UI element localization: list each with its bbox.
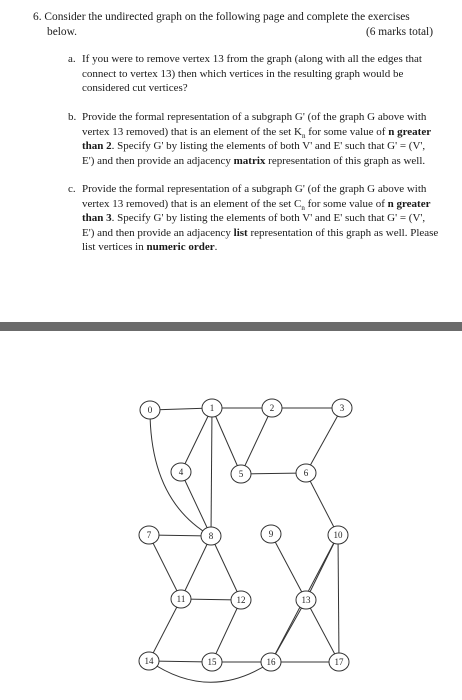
vertex-label: 6 [303,468,309,478]
question-intro-line1: Consider the undirected graph on the following page and complete the exercises [44,11,410,23]
vertex-label: 7 [146,530,152,540]
exercise-document [0,0,462,318]
edge-8-12 [211,536,241,600]
edge-8-11 [181,536,211,599]
edge-7-11 [149,535,181,599]
vertex-5 [231,465,251,483]
part-text: If you were to remove vertex 13 from the graph (along with all the edges that connect to vertex 13) then which vertices in the resulting graph would be considered cut vertices? [82,53,422,94]
vertex-9 [261,525,281,543]
vertex-10 [328,526,348,544]
edge-9-13 [271,534,306,600]
vertex-1 [202,399,222,417]
vertex-12 [231,591,251,609]
edge-2-5 [241,408,272,474]
question-intro-line2: below. [47,26,77,38]
vertex-label: 5 [238,469,244,479]
marks-total: (6 marks total) [365,26,433,38]
vertex-7 [139,526,159,544]
edge-11-14 [149,599,181,661]
page-break-divider [0,322,462,331]
part-label: c. [68,183,76,195]
edge-10-17 [338,535,339,662]
graph-edges [146,408,342,682]
edge-1-5 [212,408,241,474]
vertex-16 [261,653,281,671]
vertex-label: 17 [334,657,344,667]
part-c [68,182,440,255]
edge-1-4 [181,408,212,472]
vertex-label: 16 [266,657,276,667]
vertex-label: 12 [236,595,246,605]
vertex-15 [202,653,222,671]
edge-13-16 [271,600,306,662]
vertex-label: 3 [339,403,345,413]
vertex-label: 11 [176,594,186,604]
vertex-label: 9 [268,529,274,539]
vertex-label: 2 [269,403,275,413]
question-header [33,10,433,40]
undirected-graph [0,331,462,700]
vertex-label: 8 [208,531,214,541]
vertex-label: 13 [301,595,311,605]
part-label: a. [68,53,76,65]
part-text: Provide the formal representation of a subgraph G' (of the graph G above with vertex 13 removed) that is an element of the set $C_n$ for some value of n greater than 3. Specify G' by listing the elements of both V' and E' such that G' = (V', E') and then provide an adjacency list representation of this graph as well. Please list vertices in numeric order. [82,183,439,253]
vertex-8 [201,527,221,545]
edge-6-10 [306,473,338,535]
vertex-11 [171,590,191,608]
edge-3-6 [306,408,342,473]
vertex-17 [329,653,349,671]
vertex-0 [140,401,160,419]
part-b [68,110,440,168]
edge-1-8 [211,408,212,536]
vertex-6 [296,464,316,482]
vertex-2 [262,399,282,417]
part-a [68,52,440,96]
vertex-label: 14 [144,656,154,666]
vertex-label: 10 [333,530,343,540]
question-number: 6. [33,11,42,23]
vertex-14 [139,652,159,670]
edge-12-15 [212,600,241,662]
vertex-3 [332,399,352,417]
edge-13-17 [306,600,339,662]
vertex-label: 0 [147,405,153,415]
part-label: b. [68,111,77,123]
vertex-label: 1 [209,403,215,413]
part-text: Provide the formal representation of a subgraph G' (of the graph G above with vertex 13 removed) that is an element of the set $K_n$ for some value of n greater than 2. Specify G' by listing the elements of both V' and E' such that G' = (V', E') and then provide an adjacency matrix representation of this graph as well. [82,111,431,167]
vertex-4 [171,463,191,481]
vertex-label: 4 [178,467,184,477]
vertex-13 [296,591,316,609]
vertex-label: 15 [207,657,217,667]
